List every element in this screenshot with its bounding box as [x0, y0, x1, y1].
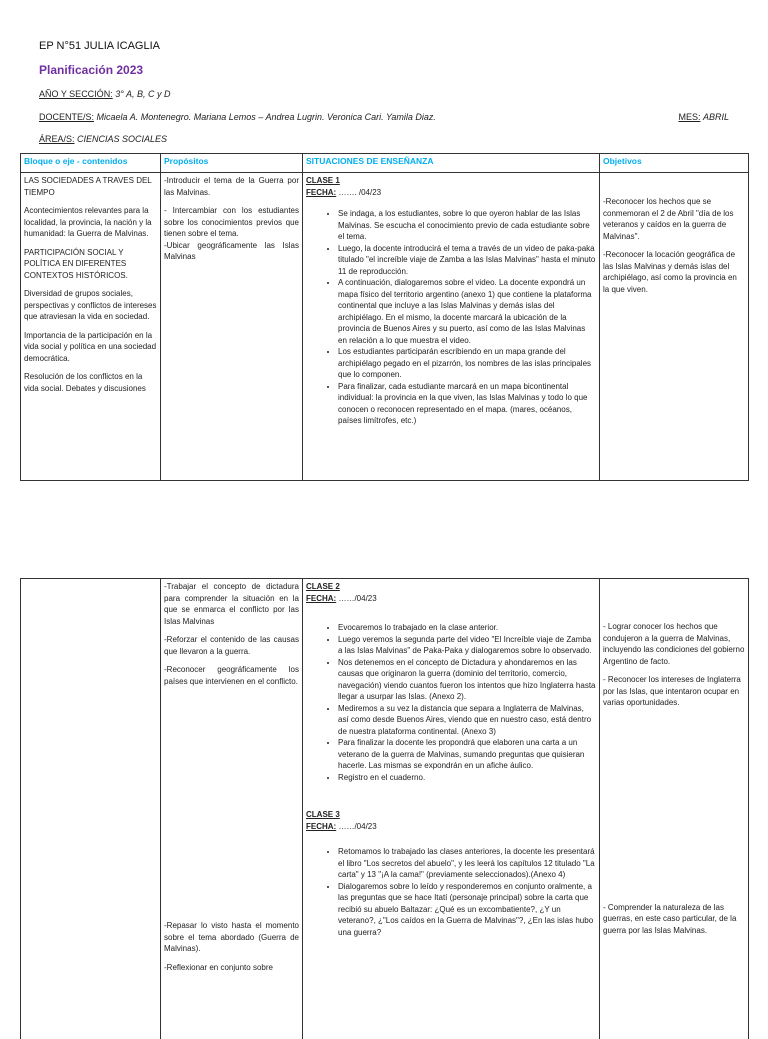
contents-cell: [21, 173, 161, 481]
content-item: Resolución de los conflictos en la vida social. Debates y discusiones: [24, 372, 146, 393]
objective-item: - Reconocer los intereses de Inglaterra por las Islas, que intentaron ocupar en varias oportunidades.: [603, 675, 741, 707]
list-item: • Mediremos a su vez la distancia que separa a Inglaterra de Malvinas, así como desde Buenos Aires, viendo que en nuestro caso, está dentro de nuestra plataforma continental. (Anexo 3): [338, 703, 596, 738]
school-name: EP N°51 JULIA ICAGLIA: [39, 40, 160, 52]
date-label: FECHA:: [306, 187, 337, 197]
class-title: CLASE 3: [306, 810, 340, 819]
objective-item: -Reconocer la locación geográfica de las Islas Malvinas y demás islas del archipiélago, así como la provincia en la que viven.: [603, 250, 737, 294]
class-date: [306, 187, 596, 199]
list-item: • Para finalizar la docente les propondrá que elaboren una carta a un veterano de la guerra de Malvinas, sumando preguntas que quisieran hacerle. Las mismas se expondrán en un afiche áulico.: [338, 737, 596, 772]
list-item: • Evocaremos lo trabajado en la clase anterior.: [338, 622, 596, 634]
purpose-item: - Intercambiar con los estudiantes sobre los conocimientos previos que tienen sobre el tema.: [164, 206, 299, 238]
list-item: • Para finalizar, cada estudiante marcará en un mapa bicontinental individual: la provincia en la que viven, las Islas Malvinas y todo lo que conocen o reconocen representado en el mapa. (mares, océanos, países limítrofes, etc.): [338, 381, 596, 427]
list-item: • Retomamos lo trabajado las clases anteriores, la docente les presentará el libro "Los secretos del abuelo", y les leerá los capítulos 12 titulado "La carta" y 13 "¡A la cama!" (previamente seleccionados).(Anexo 4): [338, 846, 596, 881]
col-header-contents: Bloque o eje - contenidos: [21, 154, 161, 173]
list-item: • Nos detenemos en el concepto de Dictadura y ahondaremos en las causas que originaron la guerra (dominio del territorio, comercio, navegación) viendo cuantos fueron los intentos que hizo Inglaterra hasta llegar a usurpar las Islas. (Anexo 2).: [338, 657, 596, 703]
content-item: Diversidad de grupos sociales, perspectivas y conflictos de intereses que atraviesan la vida en sociedad.: [24, 289, 157, 321]
month-field: [678, 112, 729, 122]
col-header-objectives: Objetivos: [600, 154, 749, 173]
objectives-cell: [600, 579, 749, 1039]
list-item: • A continuación, dialogaremos sobre el video. La docente expondrá un mapa físico del territorio argentino (anexo 1) que contiene la plataforma continental que incluye a las Islas Malvinas y demás islas del archipiélago. En el mismo, la docente marcará la ubicación de la provincia de Buenos Aires y su puerto, así como de las Islas Malvinas en relación a lo que muestra el video.: [338, 277, 596, 346]
activity-list: [306, 622, 596, 783]
list-item: • Registro en el cuaderno.: [338, 772, 596, 784]
area-value: CIENCIAS SOCIALES: [77, 134, 168, 144]
class-title: CLASE 1: [306, 176, 340, 185]
purpose-item: -Reforzar el contenido de las causas que llevaron a la guerra.: [164, 635, 299, 656]
objective-item: - Lograr conocer los hechos que condujeron a la guerra de Malvinas, incluyendo las condiciones del gobierno Argentino de facto.: [603, 622, 745, 666]
purpose-item: -Ubicar geográficamente las Islas Malvinas: [164, 240, 299, 261]
planning-table-1: [20, 153, 749, 481]
content-item: Acontecimientos relevantes para la localidad, la provincia, la nación y la humanidad: la Guerra de Malvinas.: [24, 206, 152, 238]
situations-cell: [303, 579, 600, 1039]
date-label: FECHA:: [306, 593, 337, 603]
teachers-line: [39, 112, 729, 122]
purpose-item: -Reconocer geográficamente los países que intervienen en el conflicto.: [164, 665, 299, 686]
col-header-purposes: Propósitos: [161, 154, 303, 173]
teachers-value: Micaela A. Montenegro. Mariana Lemos – Andrea Lugrin. Veronica Cari. Yamila Diaz.: [96, 112, 436, 122]
list-item: • Los estudiantes participarán escribiendo en un mapa grande del archipiélago pegado en el pizarrón, los nombres de las islas principales que lo componen.: [338, 346, 596, 381]
content-item: Importancia de la participación en la vida social y política en una sociedad democrática.: [24, 330, 157, 363]
list-item: • Dialogaremos sobre lo leído y responderemos en conjunto oralmente, a las preguntas que se hace Itatí (personaje principal) sobre la carta que recibió su abuelo Baltazar: ¿Qué es un excombatiente?, ¿Y un veterano?, ¿"Los caídos en la Guerra de Malvinas"?, ¿En las islas hubo una guerra?: [338, 881, 596, 939]
area-line: [39, 134, 167, 144]
purposes-cell: [161, 579, 303, 1039]
purpose-item: -Repasar lo visto hasta el momento sobre el tema abordado (Guerra de Malvinas).: [164, 921, 299, 953]
list-item: • Se indaga, a los estudiantes, sobre lo que oyeron hablar de las Islas Malvinas. Se escucha el conocimiento previo de cada estudiante sobre el tema.: [338, 208, 596, 243]
objective-item: -Reconocer los hechos que se conmemoran el 2 de Abril "día de los veteranos y caídos en la guerra de Malvinas".: [603, 197, 734, 241]
objective-item: - Comprender la naturaleza de las guerras, en este caso particular, de la guerra por las Islas Malvinas.: [603, 902, 737, 935]
month-value: ABRIL: [702, 112, 729, 122]
plan-title: Planificación 2023: [39, 63, 144, 77]
grade-line: [39, 89, 170, 99]
purpose-item: -Reflexionar en conjunto sobre: [164, 962, 273, 972]
table-row: [21, 579, 749, 1039]
date-value: ……/04/23: [336, 593, 377, 603]
class-date: [306, 593, 596, 605]
situations-cell: [303, 173, 600, 481]
table-row: [21, 173, 749, 481]
content-item: LAS SOCIEDADES A TRAVES DEL TIEMPO: [24, 176, 152, 197]
teachers-label: DOCENTE/S:: [39, 112, 95, 122]
col-header-situations: SITUACIONES DE ENSEÑANZA: [303, 154, 600, 173]
date-value: ……. /04/23: [336, 187, 382, 197]
date-label: FECHA:: [306, 821, 337, 831]
grade-value: 3° A, B, C y D: [115, 89, 171, 99]
month-label: MES:: [678, 112, 701, 122]
purpose-item: -Trabajar el concepto de dictadura para comprender la situación en la que se enmarca el conflicto por las Islas Malvinas: [164, 582, 299, 626]
list-item: • Luego, la docente introducirá el tema a través de un video de paka-paka titulado "el increíble viaje de Zamba a las Islas Malvinas" hasta el minuto 11 de reproducción.: [338, 243, 596, 278]
contents-cell: [21, 579, 161, 1039]
content-item: PARTICIPACIÓN SOCIAL Y POLÍTICA EN DIFERENTES CONTEXTOS HISTÓRICOS.: [24, 247, 128, 280]
activity-list: [306, 208, 596, 427]
date-value: ……/04/23: [336, 821, 377, 831]
table-header-row: [21, 154, 749, 173]
planning-table-2: [20, 578, 749, 1039]
grade-label: AÑO Y SECCIÓN:: [39, 89, 113, 99]
objectives-cell: [600, 173, 749, 481]
area-label: ÁREA/S:: [39, 134, 75, 144]
purposes-cell: [161, 173, 303, 481]
class-title: CLASE 2: [306, 582, 340, 591]
list-item: • Luego veremos la segunda parte del video "El Increíble viaje de Zamba a las Islas Malvinas" de Paka-Paka y dialogaremos sobre lo observado.: [338, 634, 596, 657]
activity-list: [306, 846, 596, 938]
class-date: [306, 821, 596, 833]
purpose-item: -Introducir el tema de la Guerra por las Malvinas.: [164, 176, 299, 197]
